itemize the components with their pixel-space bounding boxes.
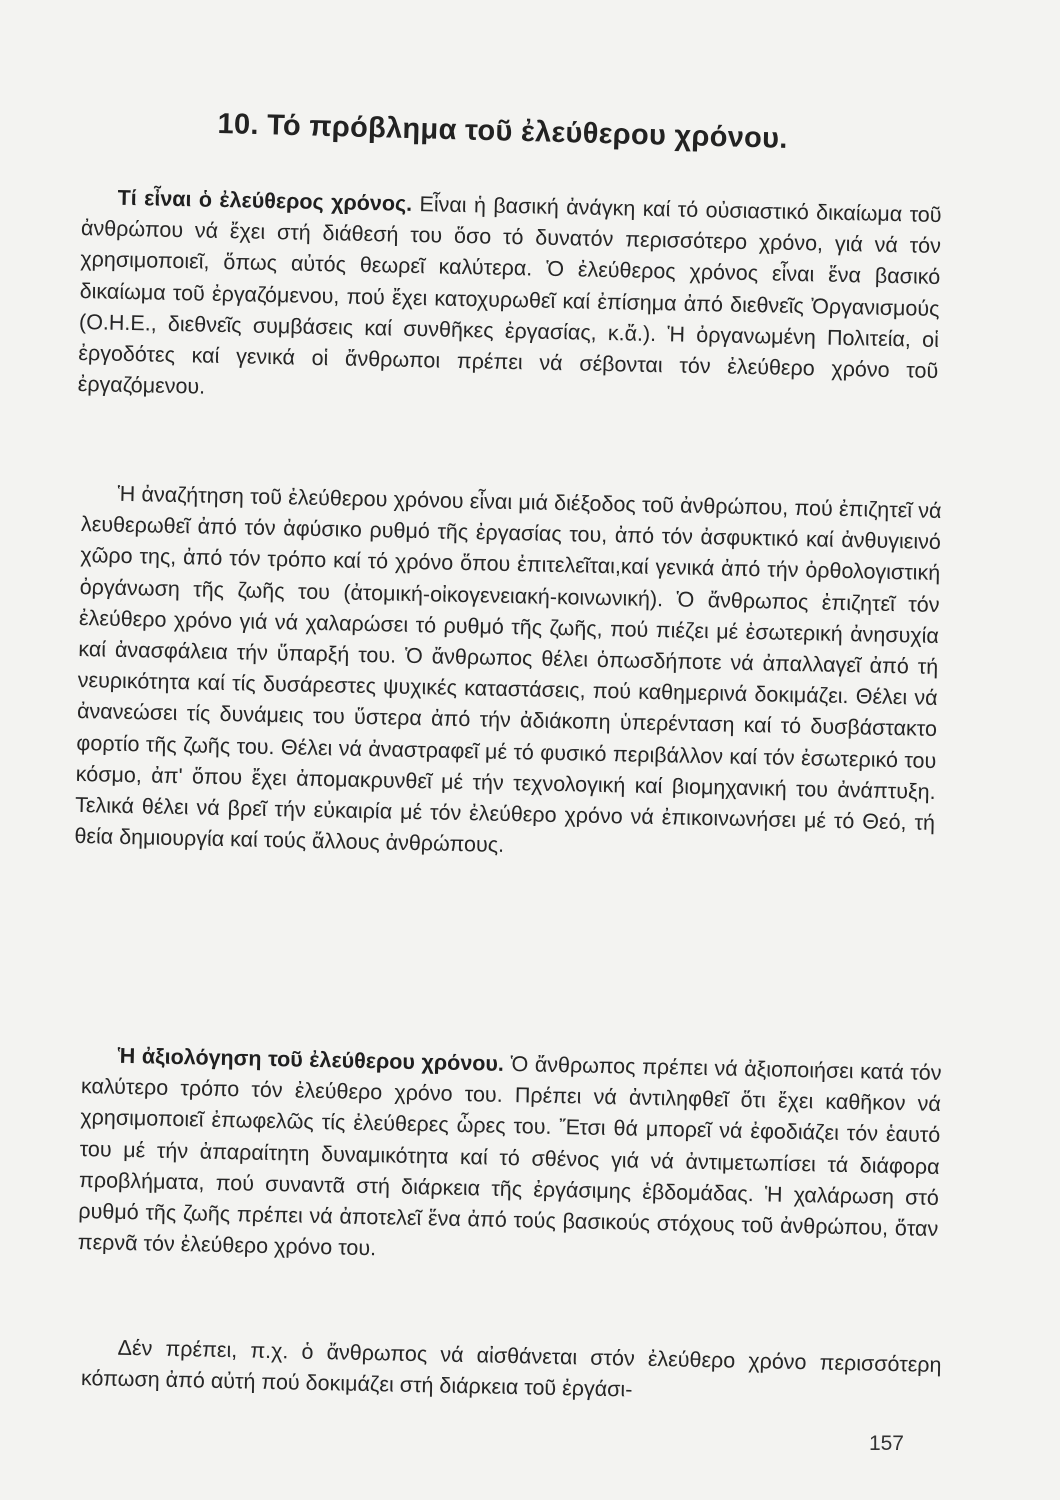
paragraph-lead-heading: Ἡ ἀξιολόγηση τοῦ ἐλεύθερου χρόνου. xyxy=(117,1043,505,1076)
paragraph-body: Δέν πρέπει, π.χ. ὁ ἄνθρωπος νά αἰσθάνεται στόν ἐλεύθερο χρόνο περισσότερη κόπωση ἀπό αὐτή πού δοκιμάζει στή διάρκεια τοῦ ἐργάσι- xyxy=(80,1335,942,1402)
paragraph-body: Εἶναι ἡ βασική ἀνάγκη καί τό οὐσιαστικό δικαίωμα τοῦ ἀνθρώπου νά ἔχει στή διάθεσή του ὅσο τό δυνατόν περισσότερο χρόνο, γιά νά τόν χρησιμοποιεῖ, ὅπως αὐτός θεωρεῖ καλύτερα. Ὁ ἐλεύθερος χρόνος εἶναι ἕνα βασικό δικαίωμα τοῦ ἐργαζόμενου, πού ἔχει κατοχυρωθεῖ καί ἐπίσημα ἀπό διεθνεῖς Ὀργανισμούς (Ο.Η.Ε., διεθνεῖς συμβάσεις καί συνθῆκες ἐργασίας, κ.ἄ.). Ἡ ὀργανωμένη Πολιτεία, οἱ ἐργοδότες καί γενικά οἱ ἄνθρωποι πρέπει νά σέβονται τόν ἐλεύθερο χρόνο τοῦ ἐργαζόμενου. xyxy=(77,191,942,399)
paragraph-search-for-free-time xyxy=(74,478,942,870)
paragraph-what-is-free-time xyxy=(77,182,941,418)
paragraph-body: Ἡ ἀναζήτηση τοῦ ἐλεύθερου χρόνου εἶναι μιά διέξοδος τοῦ ἀνθρώπου, πού ἐπιζητεῖ νά λευθερωθεῖ ἀπό τόν ἀφύσικο ρυθμό τῆς ἐργασίας του, ἀπό τόν ἀσφυκτικό καί ἀνθυγιεινό χῶρο της, ἀπό τόν τρόπο καί τό χρόνο ὅπου ἐπιτελεῖται,καί γενικά ἀπό τήν ὀρθολογιστική ὀργάνωση τῆς ζωῆς του (ἀτομική-οἰκογενειακή-κοινωνική). Ὁ ἄνθρωπος ἐπιζητεῖ τόν ἐλεύθερο χρόνο γιά νά χαλαρώσει τό ρυθμό τῆς ζωῆς, πού πιέζει μέ ἐσωτερική ἀνησυχία καί ἀνασφάλεια τήν ὕπαρξή του. Ὁ ἄνθρωπος θέλει ὁπωσδήποτε νά ἀπαλλαγεῖ ἀπό τή νευρικότητα καί τίς δυσάρεστες ψυχικές καταστάσεις, πού καθημερινά δοκιμάζει. Θέλει νά ἀνανεώσει τίς δυνάμεις του ὕστερα ἀπό τήν ἀδιάκοπη ὑπερένταση καί τό δυσβάστακτο φορτίο τῆς ζωῆς του. Θέλει νά ἀναστραφεῖ μέ τό φυσικό περιβάλλον καί τόν ἐσωτερικό του κόσμο, ἀπ' ὅπου ἔχει ἀπομακρυνθεῖ μέ τήν τεχνολογική καί βιομηχανική του ἀνάπτυξη. Τελικά θέλει νά βρεῖ τήν εὐκαιρία μέ τόν ἐλεύθερο χρόνο νά ἐπικοινωνήσει μέ τό Θεό, τή θεία δημιουργία καί τούς ἄλλους ἀνθρώπους. xyxy=(74,481,942,858)
chapter-title: 10. Τό πρόβλημα τοῦ ἐλεύθερου χρόνου. xyxy=(217,108,789,155)
paragraph-evaluation-of-free-time xyxy=(77,1040,941,1276)
page-number: 157 xyxy=(868,1432,904,1455)
paragraph-lead-heading: Τί εἶναι ὁ ἐλεύθερος χρόνος. xyxy=(117,185,413,216)
paragraph-body: Ὁ ἄνθρωπος πρέπει νά ἀξιοποιήσει κατά τόν καλύτερο τρόπο τόν ἐλεύθερο χρόνο του. Πρέπει νά ἀντιληφθεῖ ὅτι ἔχει καθῆκον νά χρησιμοποιεῖ ἐπωφελῶς τίς ἐλεύθερες ὧρες του. Ἔτσι θά μπορεῖ νά ἐφοδιάζει τόν ἑαυτό του μέ τήν ἀπαραίτητη δυναμικότητα καί τό σθένος γιά νά ἀντιμετωπίσει τά διάφορα προβλήματα, πού συναντᾶ στή διάρκεια τῆς ἐργάσιμης ἑβδομάδας. Ἡ χαλάρωση στό ρυθμό τῆς ζωῆς πρέπει νά ἀποτελεῖ ἕνα ἀπό τούς βασικούς στόχους τοῦ ἀνθρώπου, ὅταν περνᾶ τόν ἐλεύθερο χρόνο του. xyxy=(77,1051,942,1261)
paragraph-continuation xyxy=(81,1332,942,1412)
